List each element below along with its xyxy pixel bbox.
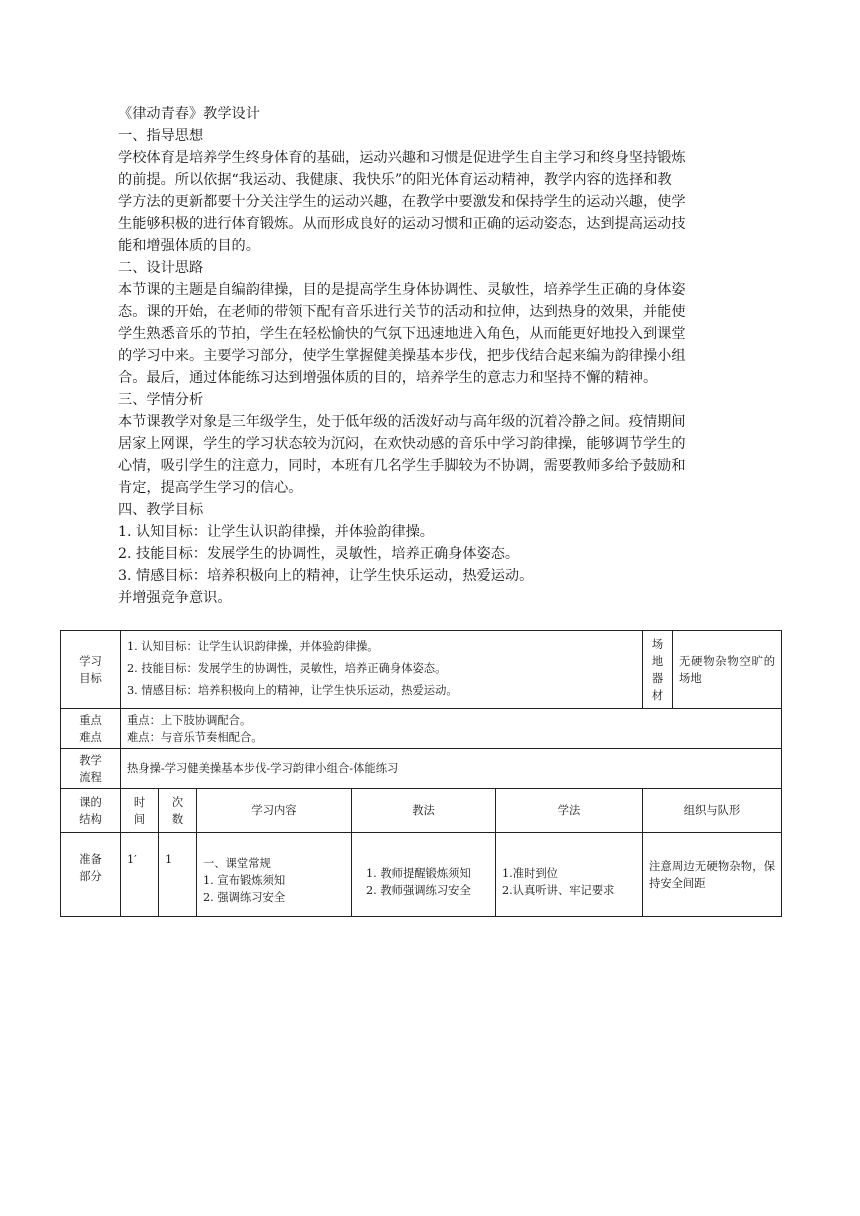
content-line: 2. 强调练习安全 [203, 891, 286, 904]
objectives-label: 学习 目标 [61, 631, 121, 709]
paragraph-line: 学生熟悉音乐的节拍，学生在轻松愉快的气氛下迅速地进入角色，从而能更好地投入到课堂 [118, 326, 686, 342]
paragraph-line: 学校体育是培养学生终身体育的基础，运动兴趣和习惯是促进学生自主学习和终身坚持锻炼 [118, 150, 686, 166]
header-count: 次 数 [159, 789, 197, 833]
learn-line: 2.认真听讲、牢记要求 [502, 883, 615, 897]
venue-value: 无硬物杂物空旷的场地 [673, 631, 782, 709]
header-org: 组织与队形 [643, 789, 782, 833]
key-point: 重点：上下肢协调配合。 [127, 713, 252, 727]
prep-row [61, 833, 782, 917]
objectives-cell [121, 631, 643, 709]
section-heading: 四、教学目标 [118, 502, 204, 518]
paragraph-line: 的前提。所以依据“我运动、我健康、我快乐”的阳光体育运动精神，教学内容的选择和教 [118, 172, 672, 188]
objective-item: 1. 认知目标：让学生认识韵律操，并体验韵律操。 [127, 640, 379, 653]
paragraph-line: 肯定，提高学生学习的信心。 [118, 480, 303, 496]
paragraph-line: 居家上网课，学生的学习状态较为沉闷，在欢快动感的音乐中学习韵律操，能够调节学生的 [118, 436, 686, 452]
header-content: 学习内容 [197, 789, 352, 833]
paragraph-line: 学方法的更新都要十分关注学生的运动兴趣，在教学中要激发和保持学生的运动兴趣，使学 [118, 194, 686, 210]
flow-label: 教学 流程 [61, 749, 121, 789]
paragraph-line: 的学习中来。主要学习部分，使学生掌握健美操基本步伐，把步伐结合起来编为韵律操小组 [118, 348, 686, 364]
objective-line: 2. 技能目标：发展学生的协调性，灵敏性，培养正确身体姿态。 [118, 546, 520, 562]
focus-row [61, 709, 782, 749]
objective-line: 3. 情感目标：培养积极向上的精神，让学生快乐运动，热爱运动。 [118, 568, 534, 584]
prep-label: 准备 部分 [61, 833, 121, 917]
focus-cell [121, 709, 782, 749]
paragraph-line: 本节课的主题是自编韵律操，目的是提高学生身体协调性、灵敏性，培养学生正确的身体姿 [118, 282, 686, 298]
prep-time: 1′ [121, 833, 159, 917]
prep-count: 1 [159, 833, 197, 917]
content-line: 一、课堂常规 [203, 857, 271, 870]
objective-item: 3. 情感目标：培养积极向上的精神，让学生快乐运动，热爱运动。 [127, 684, 458, 697]
difficult-point: 难点：与音乐节奏相配合。 [127, 730, 263, 744]
prep-teach [352, 833, 496, 917]
header-learn: 学法 [496, 789, 643, 833]
learn-line: 1.准时到位 [502, 866, 558, 880]
paragraph-line: 生能够积极的进行体育锻炼。从而形成良好的运动习惯和正确的运动姿态，达到提高运动技 [118, 216, 686, 232]
paragraph-line: 能和增强体质的目的。 [118, 238, 260, 254]
objectives-row [61, 631, 782, 709]
content-line: 1. 宣布锻炼须知 [203, 874, 286, 887]
header-time: 时 间 [121, 789, 159, 833]
objective-item: 2. 技能目标：发展学生的协调性，灵敏性，培养正确身体姿态。 [127, 662, 447, 675]
objective-line: 并增强竞争意识。 [118, 590, 232, 606]
section-heading: 二、设计思路 [118, 260, 204, 276]
doc-title: 《律动青春》教学设计 [118, 106, 260, 122]
flow-row [61, 749, 782, 789]
focus-label: 重点 难点 [61, 709, 121, 749]
header-row [61, 789, 782, 833]
paragraph-line: 态。课的开始，在老师的带领下配有音乐进行关节的活动和拉伸，达到热身的效果，并能使 [118, 304, 686, 320]
venue-label: 场 地 器 材 [643, 631, 673, 709]
document-body [118, 103, 778, 609]
section-heading: 三、学情分析 [118, 392, 204, 408]
paragraph-line: 本节课教学对象是三年级学生，处于低年级的活泼好动与高年级的沉着冷静之间。疫情期间 [118, 414, 686, 430]
prep-org: 注意周边无硬物杂物，保持安全间距 [643, 833, 782, 917]
prep-content [197, 833, 352, 917]
paragraph-line: 合。最后，通过体能练习达到增强体质的目的，培养学生的意志力和坚持不懈的精神。 [118, 370, 658, 386]
header-structure: 课的 结构 [61, 789, 121, 833]
prep-learn [496, 833, 643, 917]
section-heading: 一、指导思想 [118, 128, 204, 144]
teach-line: 2. 教师强调练习安全 [366, 883, 471, 897]
objective-line: 1. 认知目标：让学生认识韵律操，并体验韵律操。 [118, 524, 434, 540]
paragraph-line: 心情，吸引学生的注意力，同时，本班有几名学生手脚较为不协调，需要教师多给予鼓励和 [118, 458, 686, 474]
flow-cell: 热身操-学习健美操基本步伐-学习韵律小组合-体能练习 [121, 749, 782, 789]
teach-line: 1. 教师提醒锻炼须知 [366, 866, 471, 880]
header-teach: 教法 [352, 789, 496, 833]
lesson-plan-table [60, 630, 782, 917]
